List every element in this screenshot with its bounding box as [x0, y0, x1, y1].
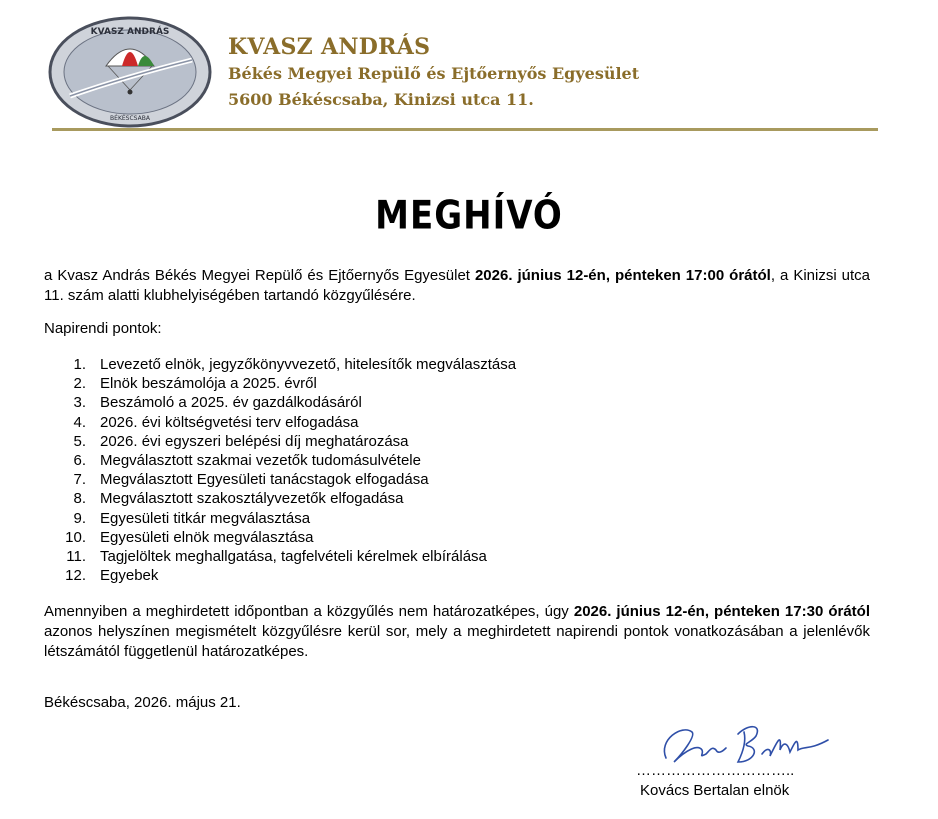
agenda-item-text: 2026. évi költségvetési terv elfogadása	[100, 413, 359, 431]
signature-line: …………………………..	[636, 762, 795, 779]
agenda-item-number: 10.	[65, 528, 86, 546]
logo-text-top: KVASZ ANDRÁS	[90, 27, 170, 37]
club-logo	[48, 16, 212, 128]
agenda-item-number: 12.	[65, 567, 86, 585]
agenda-item	[44, 489, 516, 508]
fallback-paragraph	[44, 602, 870, 662]
agenda-item-text: Elnök beszámolója a 2025. évről	[100, 375, 317, 393]
agenda-item-text: Megválasztott Egyesületi tanácstagok elfogadása	[100, 471, 429, 489]
agenda-item	[44, 451, 516, 470]
agenda-item	[44, 393, 516, 412]
agenda-item-text: Egyesületi elnök megválasztása	[100, 528, 314, 546]
agenda-item-text: Beszámoló a 2025. év gazdálkodásáról	[100, 394, 362, 412]
agenda-item-number: 11.	[66, 548, 86, 566]
agenda-item	[44, 374, 516, 393]
org-address: 5600 Békéscsaba, Kinizsi utca 11.	[228, 90, 534, 109]
fallback-text-before: Amennyiben a meghirdetett időpontban a közgyűlés nem határozatképes, úgy	[44, 603, 574, 620]
agenda-item-text: Levezető elnök, jegyzőkönyvvezető, hitelesítők megválasztása	[100, 356, 517, 373]
org-subtitle: Békés Megyei Repülő és Ejtőernyős Egyesület	[228, 64, 640, 83]
date-line: Békéscsaba, 2026. május 21.	[44, 694, 241, 711]
agenda-item-number: 2.	[73, 375, 86, 393]
agenda-list	[44, 355, 516, 585]
header-divider	[52, 128, 878, 131]
agenda-item-number: 1.	[73, 356, 86, 373]
agenda-item-number: 8.	[73, 490, 86, 508]
agenda-item-text: Egyebek	[100, 567, 159, 585]
agenda-item	[44, 355, 516, 374]
agenda-item	[44, 528, 516, 547]
agenda-item-text: Egyesületi titkár megválasztása	[100, 509, 311, 527]
agenda-item	[44, 432, 516, 451]
agenda-item-number: 4.	[73, 413, 86, 431]
agenda-item	[44, 509, 516, 528]
agenda-item	[44, 547, 516, 566]
fallback-text-after: azonos helyszínen megismételt közgyűlésre kerül sor, mely a meghirdetett napirendi pontok vonatkozásában a jelenlévők létszámától függetlenül határozatképes.	[44, 623, 870, 660]
agenda-item-number: 9.	[73, 509, 86, 527]
document-title: MEGHÍVÓ	[375, 193, 563, 239]
agenda-item	[44, 413, 516, 432]
agenda-item-text: Megválasztott szakosztályvezetők elfogadása	[100, 490, 404, 508]
intro-date: 2026. június 12-én, pénteken 17:00 órától	[474, 267, 771, 284]
agenda-item-number: 7.	[73, 471, 86, 489]
agenda-item-number: 3.	[73, 394, 86, 412]
agenda-label: Napirendi pontok:	[44, 320, 162, 337]
fallback-date: 2026. június 12-én, pénteken 17:30 órától	[573, 603, 870, 620]
org-name: KVASZ ANDRÁS	[228, 34, 431, 60]
intro-text-before: a Kvasz András Békés Megyei Repülő és Ejtőernyős Egyesület	[44, 267, 475, 284]
agenda-item-text: Megválasztott szakmai vezetők tudomásulvétele	[100, 452, 421, 470]
signer-name: Kovács Bertalan elnök	[640, 782, 790, 799]
agenda-item-text: 2026. évi egyszeri belépési díj meghatározása	[100, 432, 409, 450]
agenda-item-number: 5.	[73, 432, 86, 450]
agenda-item-number: 6.	[73, 452, 86, 470]
agenda-item	[44, 566, 516, 585]
intro-text-after: , a Kinizsi utca 11. szám alatti klubhelyiségében tartandó közgyűlésére.	[44, 267, 870, 304]
intro-paragraph	[44, 266, 870, 306]
logo-text-bottom: BÉKÉSCSABA	[110, 115, 150, 122]
agenda-item-text: Tagjelöltek meghallgatása, tagfelvételi kérelmek elbírálása	[100, 548, 487, 566]
agenda-item	[44, 470, 516, 489]
